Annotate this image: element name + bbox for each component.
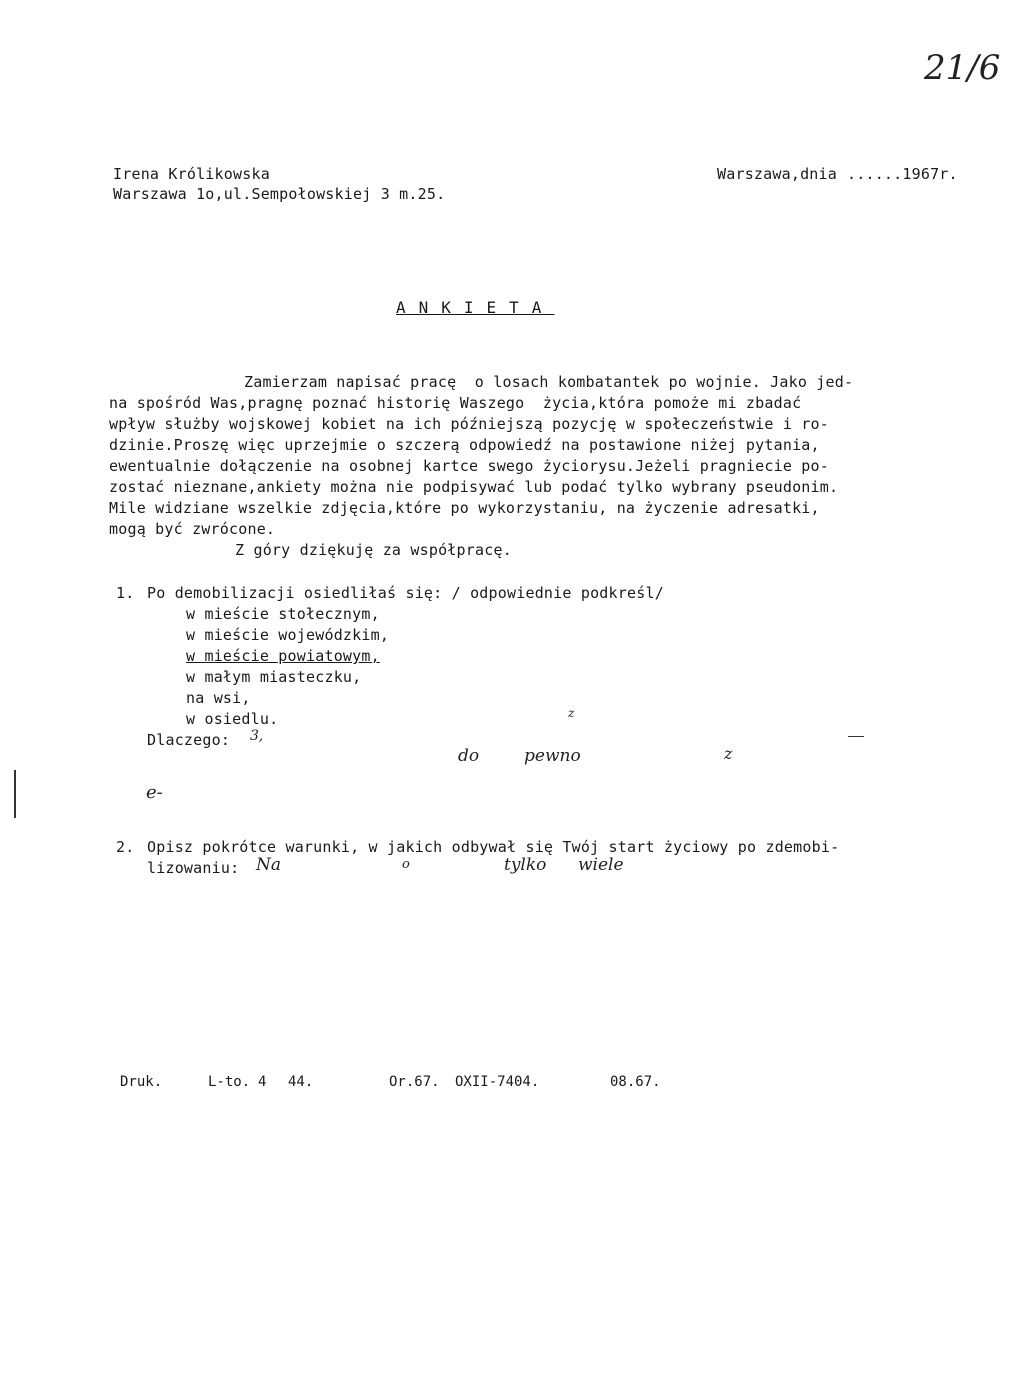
question-text: Po demobilizacji osiedliłaś się: / odpowiednie podkreśl/ bbox=[147, 584, 664, 602]
footer-item: 44. bbox=[288, 1074, 314, 1090]
footer-item: OXII-7404. bbox=[455, 1074, 540, 1090]
footer-item: L-to. bbox=[208, 1074, 251, 1090]
handwritten-word: do bbox=[458, 746, 480, 766]
thanks-line: Z góry dziękuję za współpracę. bbox=[235, 541, 512, 559]
question-text: Opisz pokrótce warunki, w jakich odbywał się Twój start życiowy po zdemobi- bbox=[147, 838, 840, 856]
question-number: 2. bbox=[116, 838, 135, 856]
option-item: w mieście wojewódzkim, bbox=[186, 626, 390, 644]
footer-item: 08.67. bbox=[610, 1074, 661, 1090]
question-number: 1. bbox=[116, 584, 135, 602]
page-number-mark: 21/6 bbox=[924, 48, 1001, 88]
sender-name: Irena Królikowska bbox=[113, 165, 270, 183]
intro-line: dzinie.Proszę więc uprzejmie o szczerą odpowiedź na postawione niżej pytania, bbox=[109, 436, 820, 454]
handwritten-word: o bbox=[402, 857, 410, 872]
document-title: ANKIETA bbox=[396, 298, 555, 317]
margin-line bbox=[14, 770, 16, 818]
intro-line: zostać nieznane,ankiety można nie podpisywać lub podać tylko wybrany pseudonim. bbox=[109, 478, 839, 496]
why-label: Dlaczego: bbox=[147, 731, 231, 749]
footer-item: Druk. bbox=[120, 1074, 163, 1090]
intro-line: Zamierzam napisać pracę o losach kombatantek po wojnie. Jako jed- bbox=[244, 373, 854, 391]
handwritten-word: tylko bbox=[504, 855, 547, 875]
handwritten-word: e- bbox=[146, 782, 163, 803]
footer-item: Or.67. bbox=[389, 1074, 440, 1090]
option-item-underlined: w mieście powiatowym, bbox=[186, 647, 380, 665]
why-answer-mark: 3, bbox=[250, 728, 264, 744]
intro-line: Mile widziane wszelkie zdjęcia,które po wykorzystaniu, na życzenie adresatki, bbox=[109, 499, 820, 517]
intro-line: mogą być zwrócone. bbox=[109, 520, 276, 538]
place-date-prefix: Warszawa,dnia bbox=[717, 165, 837, 183]
intro-line: ewentualnie dołączenie na osobnej kartce swego życiorysu.Jeżeli pragniecie po- bbox=[109, 457, 829, 475]
option-item: w mieście stołecznym, bbox=[186, 605, 380, 623]
footer-item: 4 bbox=[258, 1074, 267, 1090]
handwritten-word: z bbox=[724, 744, 733, 763]
intro-line: na spośród Was,pragnę poznać historię Waszego życia,która pomoże mi zbadać bbox=[109, 394, 802, 412]
handwritten-mark: z bbox=[568, 706, 575, 720]
stray-mark bbox=[848, 736, 864, 737]
option-item: w osiedlu. bbox=[186, 710, 279, 728]
handwritten-word: pewno bbox=[524, 746, 581, 766]
handwritten-word: Na bbox=[256, 855, 282, 875]
intro-line: wpływ służby wojskowej kobiet na ich późniejszą pozycję w społeczeństwie i ro- bbox=[109, 415, 829, 433]
place-date-value: ......1967r. bbox=[847, 165, 958, 183]
question-text: lizowaniu: bbox=[147, 859, 240, 877]
handwritten-word: wiele bbox=[578, 855, 624, 875]
sender-address: Warszawa 1o,ul.Sempołowskiej 3 m.25. bbox=[113, 185, 446, 203]
option-item: w małym miasteczku, bbox=[186, 668, 362, 686]
option-item: na wsi, bbox=[186, 689, 251, 707]
